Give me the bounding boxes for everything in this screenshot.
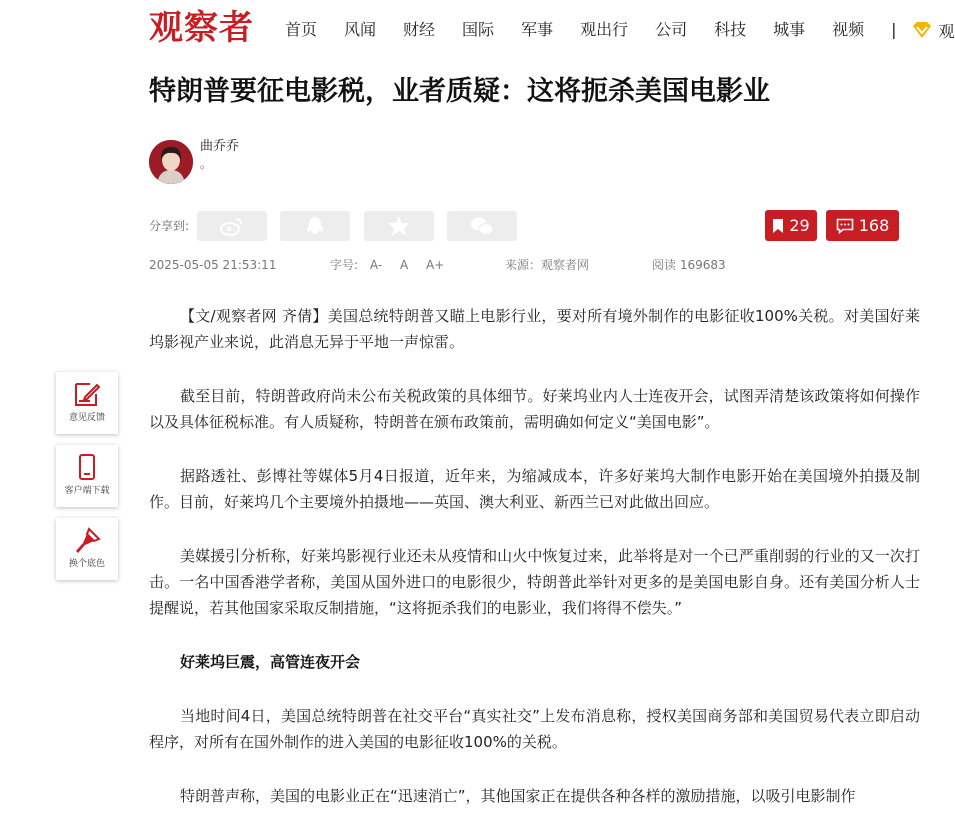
author-bio: 。 <box>200 157 213 171</box>
article-subheading: 好莱坞巨震，高管连夜开会 <box>180 653 361 671</box>
article-paragraph: 【文/观察者网 齐倩】美国总统特朗普又瞄上电影行业，要对所有境外制作的电影征收100%关税。对美国好莱坞影视产业来说，此消息无异于平地一声惊雷。 <box>149 307 920 351</box>
favorite-count: 29 <box>789 216 810 235</box>
qzone-icon <box>386 215 412 237</box>
comment-count: 168 <box>858 216 890 235</box>
app-download-button[interactable] <box>56 445 118 507</box>
feedback-label: 意见反馈 <box>68 413 105 423</box>
mobile-phone-icon <box>72 453 102 481</box>
favorite-button[interactable] <box>765 210 817 241</box>
nav-vip[interactable] <box>911 19 955 42</box>
site-logo[interactable]: 观察者 <box>149 8 254 48</box>
vip-diamond-icon <box>911 21 933 39</box>
comment-button[interactable] <box>826 210 899 241</box>
article-body <box>149 303 920 837</box>
font-smaller-button[interactable]: A- <box>369 258 383 272</box>
author-photo <box>149 140 193 184</box>
nav-finance[interactable]: 财经 <box>403 20 436 39</box>
share-qq-button[interactable] <box>280 211 350 241</box>
article-source: 来源：观察者网 <box>505 258 590 272</box>
publish-date: 2025-05-05 21:53:11 <box>149 258 277 272</box>
read-count: 阅读 169683 <box>652 258 726 272</box>
nav-fengwen[interactable]: 风闻 <box>344 20 377 39</box>
nav-mobility[interactable]: 观出行 <box>580 20 629 39</box>
weibo-icon <box>219 215 245 237</box>
nav-international[interactable]: 国际 <box>462 20 495 39</box>
font-default-button[interactable]: A <box>399 258 409 272</box>
article-paragraph: 美媒援引分析称，好莱坞影视行业还未从疫情和山火中恢复过来，此举将是对一个已严重削弱的行业的又一次打击。一名中国香港学者称，美国从国外进口的电影很少，特朗普此举针对更多的是美国电影自身。还有美国分析人士提醒说，若其他国家采取反制措施，“这将扼杀我们的电影业，我们将得不偿失。” <box>149 547 920 617</box>
share-label: 分享到: <box>149 219 190 233</box>
article-paragraph: 截至目前，特朗普政府尚未公布关税政策的具体细节。好莱坞业内人士连夜开会，试图弄清楚该政策将如何操作以及具体征税标准。有人质疑称，特朗普在颁布政策前，需明确如何定义“美国电影”。 <box>149 387 920 431</box>
share-weibo-button[interactable] <box>197 211 267 241</box>
qq-icon <box>302 215 328 237</box>
feedback-button[interactable] <box>56 372 118 434</box>
nav-company[interactable]: 公司 <box>655 20 688 39</box>
article-paragraph: 据路透社、彭博社等媒体5月4日报道，近年来，为缩减成本，许多好莱坞大制作电影开始在美国境外拍摄及制作。目前，好莱坞几个主要境外拍摄地——英国、澳大利亚、新西兰已对此做出回应。 <box>149 467 920 511</box>
nav-video[interactable]: 视频 <box>832 20 865 39</box>
nav-tech[interactable]: 科技 <box>714 20 747 39</box>
main-nav <box>285 18 955 42</box>
author-name[interactable]: 曲乔乔 <box>200 139 240 154</box>
paint-brush-icon <box>72 526 102 554</box>
bookmark-icon <box>772 218 784 234</box>
nav-separator: | <box>891 20 897 39</box>
nav-city[interactable]: 城事 <box>773 20 806 39</box>
share-wechat-button[interactable] <box>447 211 517 241</box>
feedback-edit-icon <box>72 380 102 408</box>
font-larger-button[interactable]: A+ <box>426 258 445 272</box>
change-background-label: 换个底色 <box>68 559 105 569</box>
author-avatar[interactable] <box>149 140 193 184</box>
share-qzone-button[interactable] <box>364 211 434 241</box>
article-paragraph: 当地时间4日，美国总统特朗普在社交平台“真实社交”上发布消息称，授权美国商务部和美国贸易代表立即启动程序，对所有在国外制作的进入美国的电影征收100%的关税。 <box>149 707 920 751</box>
article-title: 特朗普要征电影税，业者质疑：这将扼杀美国电影业 <box>149 76 770 107</box>
comment-icon <box>836 218 854 234</box>
change-background-button[interactable] <box>56 518 118 580</box>
vip-label: 观 <box>938 21 955 41</box>
article-paragraph: 特朗普声称，美国的电影业正在“迅速消亡”，其他国家正在提供各种各样的激励措施，以吸引电影制作 <box>180 787 856 805</box>
nav-home[interactable]: 首页 <box>285 20 318 39</box>
wechat-icon <box>469 215 495 237</box>
font-size-controls <box>330 257 444 273</box>
font-size-label: 字号: <box>330 258 359 272</box>
app-download-label: 客户端下载 <box>64 486 110 496</box>
nav-military[interactable]: 军事 <box>521 20 554 39</box>
